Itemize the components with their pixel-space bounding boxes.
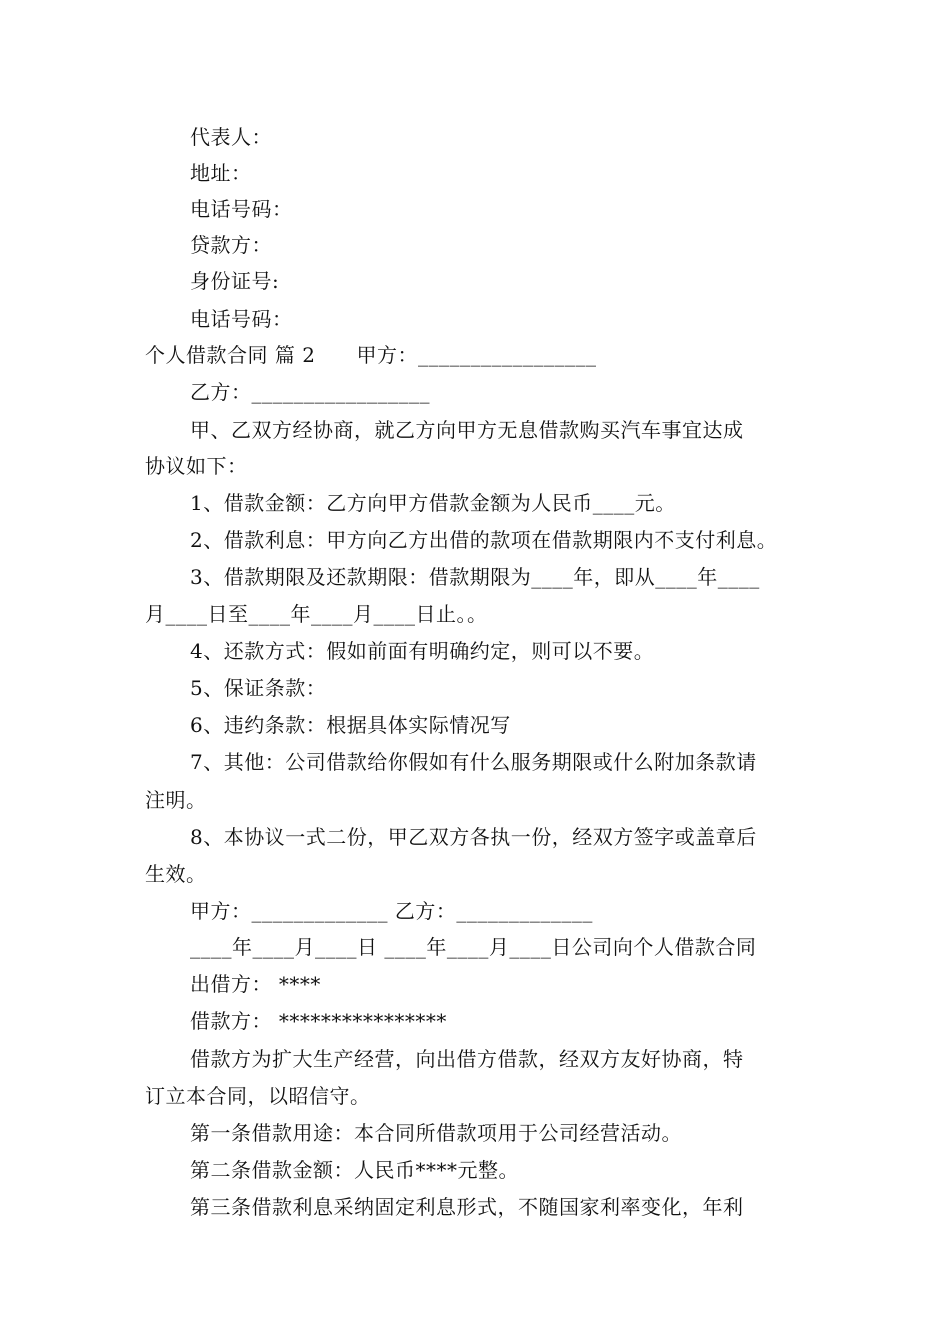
clause-3-cont: 月____日至____年____月____日止。。 (145, 602, 488, 626)
article-2: 第二条借款金额：人民币****元整。 (190, 1158, 519, 1182)
article-3: 第三条借款利息采纳固定利息形式，不随国家利率变化，年利 (190, 1195, 744, 1219)
clause-1: 1、借款金额：乙方向甲方借款金额为人民币____元。 (190, 491, 676, 515)
paragraph-line: 协议如下： (145, 454, 248, 478)
date-line: ____年____月____日 ____年____月____日公司向个人借款合同 (190, 935, 757, 959)
article-1: 第一条借款用途：本合同所借款项用于公司经营活动。 (190, 1121, 682, 1145)
address-line: 地址： (190, 161, 252, 185)
contract-title-line: 个人借款合同 篇 2 甲方：_________________ (145, 343, 597, 367)
clause-8: 8、本协议一式二份，甲乙双方各执一份，经双方签字或盖章后 (190, 825, 757, 849)
lender-line: 出借方： **** (190, 972, 321, 996)
id-number-line: 身份证号: (190, 269, 280, 293)
paragraph-line: 订立本合同，以昭信守。 (145, 1084, 371, 1108)
clause-7-cont: 注明。 (145, 788, 207, 812)
clause-4: 4、还款方式：假如前面有明确约定，则可以不要。 (190, 639, 655, 663)
borrower-line-2: 借款方： **************** (190, 1009, 447, 1033)
paragraph-line: 甲、乙双方经协商，就乙方向甲方无息借款购买汽车事宜达成 (190, 418, 744, 442)
representative-line: 代表人： (190, 125, 272, 149)
party-b-line: 乙方：_________________ (190, 380, 430, 404)
clause-5: 5、保证条款： (190, 676, 327, 700)
clause-3: 3、借款期限及还款期限：借款期限为____年，即从____年____ (190, 565, 760, 589)
signature-line: 甲方：_____________ 乙方：_____________ (190, 899, 593, 923)
borrower-line: 贷款方： (190, 233, 272, 257)
clause-6: 6、违约条款：根据具体实际情况写 (190, 713, 511, 737)
phone-line-2: 电话号码： (190, 307, 293, 331)
clause-7: 7、其他：公司借款给你假如有什么服务期限或什么附加条款请 (190, 750, 757, 774)
phone-line: 电话号码： (190, 197, 293, 221)
paragraph-line: 借款方为扩大生产经营，向出借方借款，经双方友好协商，特 (190, 1047, 744, 1071)
clause-8-cont: 生效。 (145, 862, 207, 886)
clause-2: 2、借款利息：甲方向乙方出借的款项在借款期限内不支付利息。 (190, 528, 778, 552)
